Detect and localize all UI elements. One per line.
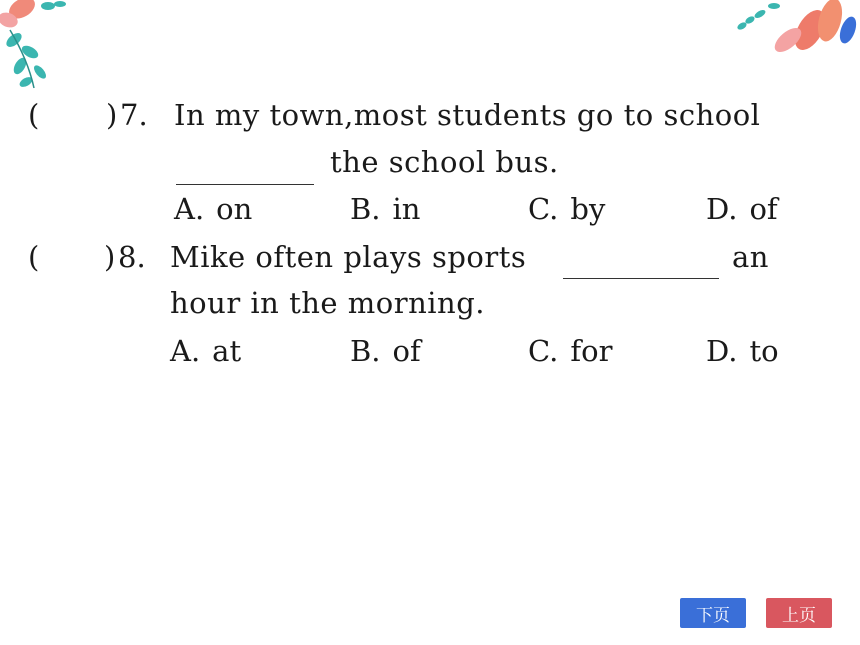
- question-8-line1: Mike often plays sports: [170, 240, 527, 274]
- question-8-option-a: A. at: [170, 334, 242, 368]
- question-7-blank: [176, 184, 314, 185]
- answer-paren-open-7: (: [28, 98, 40, 132]
- answer-paren-open-8: (: [28, 240, 40, 274]
- question-7-option-a: A. on: [174, 192, 253, 226]
- previous-page-button[interactable]: 上页: [766, 598, 832, 628]
- next-page-button[interactable]: 下页: [680, 598, 746, 628]
- question-8-option-d: D. to: [706, 334, 779, 368]
- floral-decoration-top-right: [730, 0, 860, 70]
- question-8-blank: [563, 278, 719, 279]
- answer-paren-close-7: ): [106, 98, 118, 132]
- answer-paren-close-8: ): [104, 240, 116, 274]
- question-7-option-b: B. in: [350, 192, 421, 226]
- question-8-line1-end: an: [732, 240, 769, 274]
- question-7-line2: the school bus.: [330, 145, 559, 179]
- question-7-option-c: C. by: [528, 192, 606, 226]
- question-number-8: 8.: [118, 240, 146, 274]
- floral-decoration-top-left: [0, 0, 90, 95]
- question-8-option-b: B. of: [350, 334, 421, 368]
- question-7-option-d: D. of: [706, 192, 778, 226]
- question-7-line1: In my town,most students go to school: [174, 98, 761, 132]
- question-8-option-c: C. for: [528, 334, 613, 368]
- question-8-line2: hour in the morning.: [170, 286, 486, 320]
- question-number-7: 7.: [120, 98, 148, 132]
